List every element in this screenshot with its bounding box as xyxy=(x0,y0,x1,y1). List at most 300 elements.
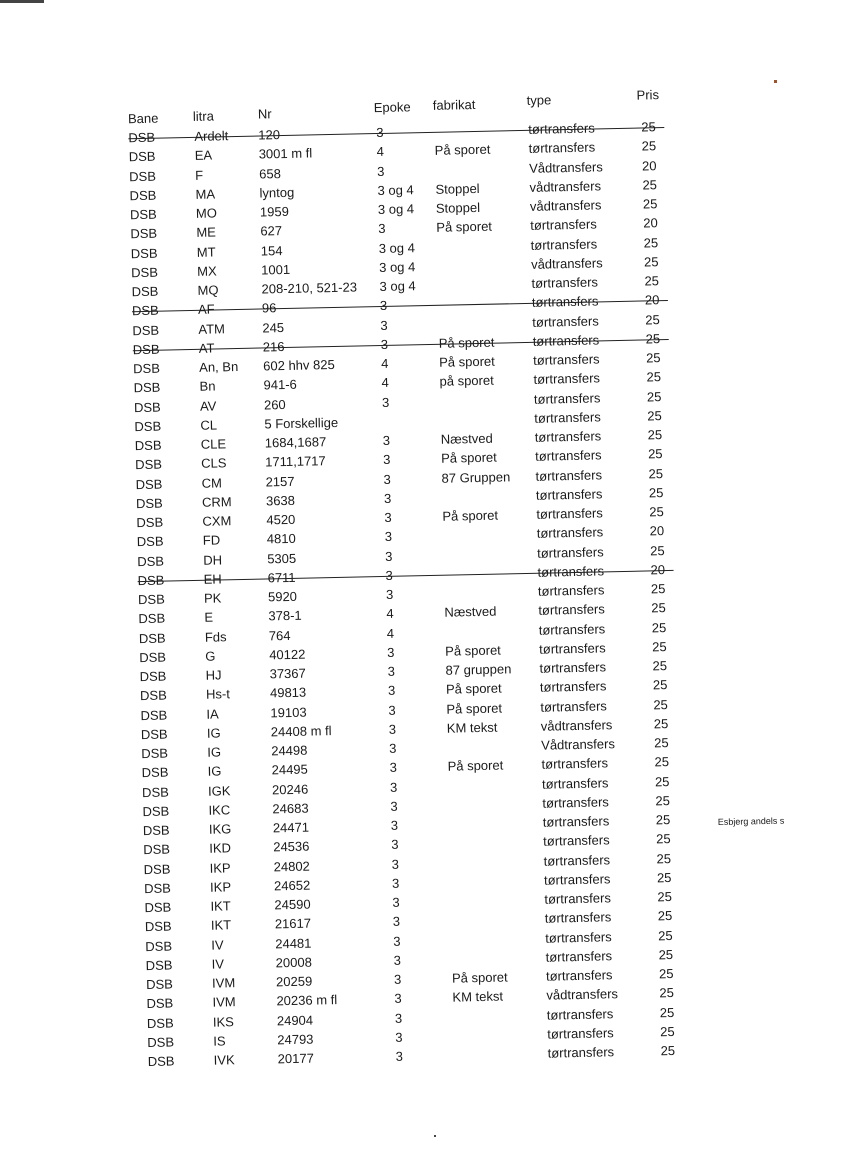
cell-type: tørtransfers xyxy=(539,640,606,657)
cell-litra: FD xyxy=(202,532,221,549)
cell-fabrikat: På sporet xyxy=(445,642,501,659)
cell-epoke: 3 og 4 xyxy=(378,259,416,275)
cell-type: tørtransfers xyxy=(536,505,603,522)
cell-nr: 378-1 xyxy=(268,607,302,624)
cell-type: tørtransfers xyxy=(539,659,607,676)
cell-pris: 25 xyxy=(660,1043,676,1059)
cell-litra: ATM xyxy=(198,320,226,337)
cell-epoke: 3 xyxy=(391,875,400,891)
cell-pris: 20 xyxy=(644,292,660,308)
cell-nr: 216 xyxy=(262,338,285,355)
cell-litra: CM xyxy=(201,474,222,491)
cell-bane: DSB xyxy=(138,610,166,627)
cell-litra: CL xyxy=(200,417,218,433)
cell-litra: G xyxy=(205,648,216,664)
cell-bane: DSB xyxy=(136,533,164,550)
cell-nr: 24481 xyxy=(275,935,312,951)
cell-type: tørtransfers xyxy=(531,293,599,311)
cell-nr: 6711 xyxy=(267,569,296,586)
cell-epoke: 3 og 4 xyxy=(378,239,416,256)
cell-nr: 19103 xyxy=(270,704,307,720)
cell-litra: IKS xyxy=(212,1013,235,1030)
cell-nr: 5305 xyxy=(267,550,297,566)
cell-fabrikat: KM tekst xyxy=(446,719,498,736)
cell-litra: Fds xyxy=(204,628,227,645)
cell-epoke: 4 xyxy=(386,606,394,622)
cell-litra: IV xyxy=(211,936,224,953)
cell-type: tørtransfers xyxy=(533,389,601,407)
cell-epoke: 3 xyxy=(392,894,400,910)
cell-pris: 25 xyxy=(645,311,660,327)
cell-pris: 25 xyxy=(651,638,667,655)
cell-epoke: 3 xyxy=(385,548,393,564)
cell-bane: DSB xyxy=(140,707,168,723)
ink-speck xyxy=(774,80,777,83)
side-note: Esbjerg andels s xyxy=(717,815,785,828)
cell-fabrikat: På sporet xyxy=(447,757,504,774)
cell-litra: IVM xyxy=(211,975,236,991)
cell-type: tørtransfers xyxy=(541,755,609,772)
cell-nr: 49813 xyxy=(269,684,307,701)
cell-nr: 1001 xyxy=(261,261,291,278)
cell-nr: 24498 xyxy=(271,742,308,759)
cell-litra: IV xyxy=(211,956,225,972)
cell-epoke: 3 xyxy=(379,298,388,314)
cell-epoke: 3 xyxy=(394,1010,403,1026)
cell-type: tørtransfers xyxy=(537,582,605,599)
header-pris: Pris xyxy=(636,87,660,103)
cell-epoke: 3 xyxy=(383,452,391,468)
cell-litra: IVM xyxy=(212,994,236,1010)
cell-nr: 1711,1717 xyxy=(265,453,326,470)
cell-type: tørtransfers xyxy=(544,909,612,926)
cell-type: tørtransfers xyxy=(545,928,612,946)
cell-litra: PK xyxy=(203,590,222,606)
cell-pris: 25 xyxy=(655,812,671,828)
cell-litra: AT xyxy=(198,340,215,356)
cell-pris: 25 xyxy=(649,504,664,520)
cell-litra: IG xyxy=(206,725,221,741)
cell-fabrikat: Næstved xyxy=(444,603,497,620)
cell-nr: 1959 xyxy=(259,203,290,220)
scan-edge-mark xyxy=(0,0,44,3)
cell-bane: DSB xyxy=(141,784,169,800)
cell-type: vådtransfers xyxy=(529,197,602,214)
cell-pris: 25 xyxy=(649,542,665,558)
cell-fabrikat: Stoppel xyxy=(435,199,481,216)
cell-bane: DSB xyxy=(146,995,174,1012)
cell-epoke: 3 og 4 xyxy=(377,182,414,198)
cell-nr: 154 xyxy=(260,242,283,258)
cell-litra: CLE xyxy=(200,436,227,452)
cell-epoke: 4 xyxy=(381,375,389,391)
cell-litra: DH xyxy=(203,551,223,568)
cell-bane: DSB xyxy=(132,322,160,338)
header-nr: Nr xyxy=(257,106,272,122)
cell-bane: DSB xyxy=(130,225,158,242)
cell-epoke: 3 xyxy=(389,779,398,795)
cell-pris: 25 xyxy=(643,253,659,270)
cell-bane: DSB xyxy=(139,668,167,685)
cell-epoke: 3 xyxy=(382,432,391,448)
cell-nr: 208-210, 521-23 xyxy=(261,279,358,297)
cell-pris: 25 xyxy=(654,735,669,751)
cell-fabrikat: På sporet xyxy=(445,680,502,697)
cell-bane: DSB xyxy=(136,514,164,531)
cell-pris: 25 xyxy=(644,273,660,289)
cell-pris: 25 xyxy=(650,581,666,597)
cell-type: tørtransfers xyxy=(545,967,613,984)
cell-epoke: 3 xyxy=(393,971,402,987)
cell-litra: MO xyxy=(195,205,218,221)
cell-epoke: 4 xyxy=(380,355,389,372)
cell-litra: IKG xyxy=(208,821,232,837)
cell-bane: DSB xyxy=(140,726,168,742)
cell-bane: DSB xyxy=(135,456,163,473)
cell-fabrikat: På sporet xyxy=(440,449,497,467)
cell-pris: 25 xyxy=(651,600,666,616)
cell-nr: 24495 xyxy=(271,761,308,778)
cell-type: tørtransfers xyxy=(534,447,602,465)
header-bane: Bane xyxy=(127,110,159,127)
cell-epoke: 3 xyxy=(392,913,401,930)
cell-pris: 25 xyxy=(645,350,661,366)
cell-bane: DSB xyxy=(144,899,172,916)
cell-type: tørtransfers xyxy=(528,139,596,157)
cell-type: tørtransfers xyxy=(536,524,604,542)
cell-fabrikat: På sporet xyxy=(451,969,508,986)
cell-epoke: 3 xyxy=(391,836,399,853)
cell-bane: DSB xyxy=(131,302,159,319)
cell-pris: 25 xyxy=(659,1004,675,1020)
cell-litra: MQ xyxy=(197,282,219,298)
cell-type: tørtransfers xyxy=(543,851,611,869)
cell-litra: CLS xyxy=(201,455,227,472)
cell-bane: DSB xyxy=(145,976,173,993)
cell-bane: DSB xyxy=(132,341,160,357)
cell-nr: 20177 xyxy=(277,1050,314,1067)
cell-pris: 25 xyxy=(654,754,670,770)
cell-bane: DSB xyxy=(128,148,156,165)
cell-nr: 96 xyxy=(261,300,277,316)
cell-pris: 20 xyxy=(643,215,658,231)
cell-epoke: 3 xyxy=(393,933,401,949)
cell-nr: 24590 xyxy=(274,896,311,913)
cell-bane: DSB xyxy=(134,437,162,454)
cell-litra: IKT xyxy=(210,898,231,914)
cell-type: vådtransfers xyxy=(530,255,603,272)
cell-litra: CRM xyxy=(201,493,232,510)
cell-type: tørtransfers xyxy=(539,678,607,695)
cell-type: tørtransfers xyxy=(542,813,610,830)
cell-pris: 25 xyxy=(656,831,671,847)
cell-type: tørtransfers xyxy=(538,620,606,638)
cell-litra: HJ xyxy=(205,667,222,683)
cell-litra: Bn xyxy=(199,378,216,395)
cell-litra: CXM xyxy=(202,513,232,529)
cell-pris: 25 xyxy=(658,966,674,982)
cell-type: tørtransfers xyxy=(543,832,610,849)
cell-nr: 20259 xyxy=(275,973,313,990)
cell-litra: IGK xyxy=(207,782,231,799)
cell-pris: 25 xyxy=(648,484,664,501)
cell-pris: 25 xyxy=(642,176,658,193)
cell-pris: 25 xyxy=(658,927,673,943)
cell-epoke: 3 xyxy=(391,856,400,872)
cell-nr: 24471 xyxy=(272,819,310,836)
cell-bane: DSB xyxy=(147,1053,175,1070)
cell-bane: DSB xyxy=(131,264,159,280)
cell-epoke: 3 xyxy=(380,336,389,352)
cell-bane: DSB xyxy=(133,360,161,377)
cell-nr: 4810 xyxy=(266,531,296,547)
cell-nr: 5920 xyxy=(267,588,298,605)
cell-fabrikat: På sporet xyxy=(442,507,499,524)
cell-epoke: 3 xyxy=(380,317,388,333)
cell-epoke: 3 xyxy=(394,990,402,1007)
cell-bane: DSB xyxy=(134,418,162,434)
cell-pris: 25 xyxy=(660,1023,675,1040)
cell-pris: 25 xyxy=(656,869,672,886)
cell-epoke: 3 xyxy=(393,952,402,968)
cell-nr: 4520 xyxy=(266,511,296,528)
cell-nr: 602 hhv 825 xyxy=(263,356,335,374)
cell-pris: 25 xyxy=(642,196,658,212)
cell-epoke: 3 og 4 xyxy=(377,201,415,218)
cell-litra: Hs-t xyxy=(205,686,231,702)
cell-type: tørtransfers xyxy=(536,543,604,561)
cell-pris: 25 xyxy=(652,658,668,674)
cell-bane: DSB xyxy=(137,572,165,588)
cell-litra: EA xyxy=(194,147,213,164)
cell-type: tørtransfers xyxy=(547,1025,614,1042)
cell-type: tørtransfers xyxy=(534,428,602,445)
cell-fabrikat: på sporet xyxy=(439,372,494,390)
cell-pris: 25 xyxy=(646,369,662,385)
cell-bane: DSB xyxy=(133,379,161,396)
cell-type: Vådtransfers xyxy=(528,158,603,176)
cell-pris: 25 xyxy=(657,908,673,924)
cell-type: tørtransfers xyxy=(530,216,597,234)
cell-epoke: 3 xyxy=(390,817,399,833)
cell-litra: An, Bn xyxy=(199,358,239,375)
cell-pris: 25 xyxy=(646,388,662,404)
cell-nr: 24793 xyxy=(277,1031,314,1048)
cell-type: tørtransfers xyxy=(535,486,603,503)
cell-pris: 25 xyxy=(653,696,668,712)
cell-nr: 1684,1687 xyxy=(264,434,327,451)
cell-pris: 20 xyxy=(649,523,665,539)
cell-epoke: 3 xyxy=(389,760,398,776)
cell-pris: 25 xyxy=(647,446,663,462)
cell-fabrikat: Næstved xyxy=(440,430,493,447)
cell-bane: DSB xyxy=(141,764,169,781)
cell-litra: IG xyxy=(207,744,222,760)
cell-epoke: 3 xyxy=(395,1029,403,1045)
cell-epoke: 3 xyxy=(389,740,397,756)
cell-pris: 25 xyxy=(647,407,662,424)
cell-type: tørtransfers xyxy=(532,312,599,330)
cell-bane: DSB xyxy=(138,630,166,646)
header-type: type xyxy=(526,92,552,108)
cell-nr: 3638 xyxy=(265,492,296,509)
cell-pris: 25 xyxy=(643,234,659,250)
cell-pris: 20 xyxy=(650,561,666,578)
cell-litra: IKC xyxy=(208,802,231,818)
cell-bane: DSB xyxy=(142,803,170,819)
cell-pris: 25 xyxy=(641,119,656,135)
header-litra: litra xyxy=(192,108,215,124)
cell-type: tørtransfers xyxy=(542,794,610,811)
cell-type: tørtransfers xyxy=(541,774,609,792)
cell-epoke: 3 xyxy=(385,567,393,583)
cell-nr: 120 xyxy=(258,127,281,143)
cell-type: tørtransfers xyxy=(530,235,598,253)
cell-litra: F xyxy=(195,167,204,183)
cell-pris: 25 xyxy=(641,138,657,154)
cell-nr: 245 xyxy=(262,319,285,335)
cell-bane: DSB xyxy=(145,938,173,954)
cell-epoke: 3 xyxy=(387,683,396,699)
cell-nr: 24652 xyxy=(273,877,311,894)
cell-nr: 40122 xyxy=(269,646,306,663)
cell-nr: 658 xyxy=(258,165,282,182)
cell-bane: DSB xyxy=(137,553,165,569)
cell-litra: ME xyxy=(196,224,217,241)
cell-bane: DSB xyxy=(131,283,159,300)
cell-epoke: 3 xyxy=(387,663,395,679)
cell-type: tørtransfers xyxy=(532,332,600,349)
cell-type: tørtransfers xyxy=(546,1005,614,1023)
cell-litra: Ardelt xyxy=(194,128,229,144)
cell-epoke: 3 xyxy=(381,394,390,410)
cell-fabrikat: KM tekst xyxy=(452,988,504,1005)
cell-nr: 764 xyxy=(268,627,291,643)
cell-epoke: 3 xyxy=(388,721,397,737)
cell-bane: DSB xyxy=(135,495,163,511)
cell-fabrikat: På sporet xyxy=(434,141,491,159)
cell-pris: 25 xyxy=(648,465,664,481)
cell-litra: IG xyxy=(207,763,222,779)
cell-type: tørtransfers xyxy=(547,1044,615,1061)
cell-fabrikat: På sporet xyxy=(446,700,503,717)
cell-litra: IKD xyxy=(209,840,232,856)
cell-pris: 25 xyxy=(654,773,670,789)
cell-bane: DSB xyxy=(129,206,157,223)
cell-type: tørtransfers xyxy=(535,466,603,484)
cell-litra: MA xyxy=(195,186,216,202)
cell-bane: DSB xyxy=(135,476,163,492)
cell-pris: 25 xyxy=(656,850,672,866)
cell-type: vådtransfers xyxy=(546,986,619,1003)
cell-bane: DSB xyxy=(139,687,167,704)
header-epoke: Epoke xyxy=(373,99,411,116)
cell-pris: 25 xyxy=(657,889,673,905)
cell-epoke: 3 xyxy=(383,490,392,506)
cell-pris: 20 xyxy=(641,157,657,173)
cell-pris: 25 xyxy=(645,330,661,347)
cell-litra: IA xyxy=(206,705,219,722)
cell-type: Vådtransfers xyxy=(541,736,616,753)
cell-type: tørtransfers xyxy=(537,563,605,580)
cell-epoke: 3 xyxy=(390,798,398,814)
cell-bane: DSB xyxy=(146,1014,174,1031)
cell-epoke: 3 xyxy=(383,471,391,487)
cell-pris: 25 xyxy=(651,619,667,635)
cell-type: vådtransfers xyxy=(540,716,613,734)
cell-nr: 24802 xyxy=(273,858,310,874)
cell-nr: 941-6 xyxy=(263,377,297,393)
cell-litra: IS xyxy=(213,1033,226,1049)
cell-bane: DSB xyxy=(137,591,165,608)
cell-nr: 20236 m fl xyxy=(276,992,338,1009)
cell-epoke: 3 xyxy=(384,509,392,525)
cell-fabrikat: 87 Gruppen xyxy=(441,468,511,486)
cell-litra: IVK xyxy=(213,1052,235,1068)
cell-epoke: 3 xyxy=(376,163,385,179)
header-fabrikat: fabrikat xyxy=(432,96,476,113)
cell-nr: 3001 m fl xyxy=(258,145,313,162)
cell-epoke: 4 xyxy=(386,625,395,641)
cell-fabrikat: På sporet xyxy=(436,218,493,236)
cell-epoke: 3 xyxy=(387,644,395,660)
cell-type: tørtransfers xyxy=(544,890,612,907)
cell-nr: lyntog xyxy=(259,184,295,201)
cell-type: tørtransfers xyxy=(538,601,605,619)
cell-litra: MT xyxy=(196,243,216,260)
cell-bane: DSB xyxy=(145,957,173,973)
cell-type: tørtransfers xyxy=(540,697,607,715)
cell-pris: 25 xyxy=(655,792,670,809)
cell-litra: EH xyxy=(203,571,222,587)
cell-fabrikat: Stoppel xyxy=(435,180,480,197)
cell-pris: 25 xyxy=(647,427,663,443)
cell-nr: 260 xyxy=(263,396,286,412)
cell-bane: DSB xyxy=(143,861,171,877)
cell-litra: IKT xyxy=(210,917,232,933)
cell-nr: 24683 xyxy=(272,800,309,817)
cell-bane: DSB xyxy=(143,880,171,896)
cell-nr: 21617 xyxy=(274,915,312,932)
cell-nr: 24408 m fl xyxy=(270,722,332,740)
cell-bane: DSB xyxy=(142,822,170,839)
cell-type: tørtransfers xyxy=(528,120,595,137)
cell-type: tørtransfers xyxy=(545,948,613,965)
cell-bane: DSB xyxy=(128,129,156,146)
cell-litra: AV xyxy=(199,397,217,414)
cell-type: tørtransfers xyxy=(531,274,599,291)
cell-nr: 2157 xyxy=(265,473,295,489)
cell-bane: DSB xyxy=(143,841,171,858)
cell-type: tørtransfers xyxy=(533,370,601,388)
cell-pris: 25 xyxy=(652,677,668,693)
cell-litra: IKP xyxy=(209,879,232,895)
cell-bane: DSB xyxy=(144,918,172,935)
cell-nr: 24904 xyxy=(276,1012,314,1028)
cell-epoke: 3 xyxy=(376,124,384,141)
ink-speck xyxy=(434,1135,436,1137)
cell-bane: DSB xyxy=(129,187,157,203)
cell-bane: DSB xyxy=(130,245,158,261)
cell-type: tørtransfers xyxy=(534,409,601,426)
cell-bane: DSB xyxy=(141,745,169,762)
cell-bane: DSB xyxy=(133,399,161,415)
cell-bane: DSB xyxy=(147,1034,175,1050)
cell-fabrikat: 87 gruppen xyxy=(445,661,512,678)
cell-epoke: 3 xyxy=(384,529,393,545)
cell-epoke: 3 xyxy=(385,586,394,602)
cell-fabrikat: På sporet xyxy=(438,334,495,351)
